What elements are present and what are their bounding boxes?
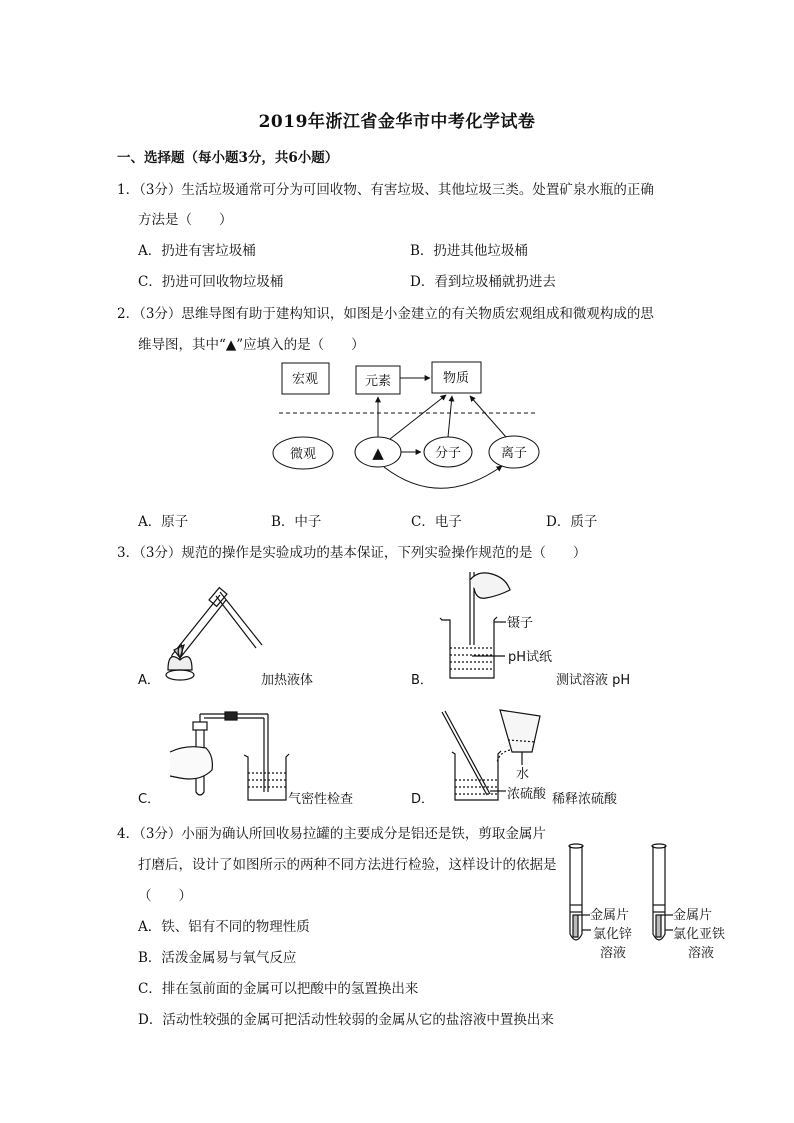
test-tube-ferrous-chloride [652,844,673,940]
q3-option-a-letter: A． [138,673,160,688]
question-3-line-1: 3．（3分）规范的操作是实验成功的基本保证，下列实验操作规范的是（ ） [117,545,587,561]
section-heading: 一、选择题（每小题3分，共6小题） [117,150,339,166]
micro-ellipse [273,437,333,469]
q1-option-a: A．扔进有害垃圾桶 [138,243,256,259]
substance-box [432,362,481,393]
question-1-line-1: 1．（3分）生活垃圾通常可分为可回收物、有害垃圾、其他垃圾三类。处置矿泉水瓶的正确 [117,182,654,198]
macro-box [282,363,329,394]
q3-d-acid-label: 浓硫酸 [507,787,547,802]
test-tube-zinc-chloride [569,844,591,940]
q3-option-a-caption: 加热液体 [261,673,314,688]
triangle-ellipse [355,437,401,467]
question-4-line-2: 打磨后，设计了如图所示的两种不同方法进行检验，这样设计的依据是 [138,857,557,873]
q3-option-b-caption: 测试溶液 pH [556,673,631,688]
molecule-ellipse [424,437,472,467]
q3-d-water-label: 水 [516,767,530,782]
ion-label: 离子 [500,446,528,461]
apparatus-ph-test [440,572,510,678]
macro-label: 宏观 [291,372,319,387]
apparatus-heating-liquid [166,588,262,680]
q3-option-d-letter: D． [411,792,435,807]
tube2-solution-label-a: 氯化亚铁 [673,927,726,942]
question-4-line-1: 4．（3分）小丽为确认所回收易拉罐的主要成分是铝还是铁，剪取金属片 [117,826,546,842]
q3-option-b-letter: B． [411,673,433,688]
q4-option-d: D．活动性较强的金属可把活动性较弱的金属从它的盐溶液中置换出来 [138,1012,554,1028]
q2-option-c: C．电子 [411,514,462,530]
tube2-solution-label-b: 溶液 [688,946,715,961]
question-2-line-1: 2．（3分）思维导图有助于建构知识，如图是小金建立的有关物质宏观组成和微观构成的思 [117,306,654,322]
page-title: 2019年浙江省金华市中考化学试卷 [258,112,536,132]
q2-option-a: A．原子 [138,514,189,530]
q3-option-d-caption: 稀释浓硫酸 [552,792,618,807]
q4-option-b: B．活泼金属易与氧气反应 [138,950,297,966]
micro-label: 微观 [289,447,317,462]
arrow-triangle-ion [384,466,502,488]
element-label: 元素 [364,374,392,389]
q1-option-c: C．扔进可回收物垃圾桶 [138,274,284,290]
q3-option-c-caption: 气密性检查 [288,792,354,807]
tube1-solution-label-b: 溶液 [600,946,627,961]
arrow-triangle-substance [390,395,446,439]
ion-ellipse [489,436,539,468]
substance-label: 物质 [442,371,470,386]
q3-b-ph-paper-label: pH试纸 [508,650,553,665]
q3-b-tweezers-label: 镊子 [507,616,534,631]
q1-option-b: B．扔进其他垃圾桶 [410,243,528,259]
q4-option-c: C．排在氢前面的金属可以把酸中的氢置换出来 [138,981,419,997]
q4-option-a: A．铁、铝有不同的物理性质 [138,919,310,935]
q3-option-c-letter: C． [138,792,161,807]
molecule-label: 分子 [434,446,462,461]
q1-option-d: D．看到垃圾桶就扔进去 [410,274,556,290]
element-box [356,366,400,394]
tube1-metal-label: 金属片 [590,908,630,923]
question-2-line-2: 维导图，其中“▲”应填入的是（ ） [138,337,365,353]
arrow-ion-substance [470,396,506,437]
apparatus-diluting-acid [442,710,540,800]
triangle-mark: ▲ [372,444,384,462]
q2-option-b: B．中子 [271,514,322,530]
question-1-line-2: 方法是（ ） [138,212,233,228]
question-4-line-3: （ ） [138,888,192,904]
tube1-solution-label-a: 氯化锌 [593,927,633,942]
apparatus-airtightness-check [170,712,289,800]
q2-option-d: D．质子 [546,514,598,530]
arrow-molecule-substance [448,396,452,437]
tube2-metal-label: 金属片 [673,908,713,923]
